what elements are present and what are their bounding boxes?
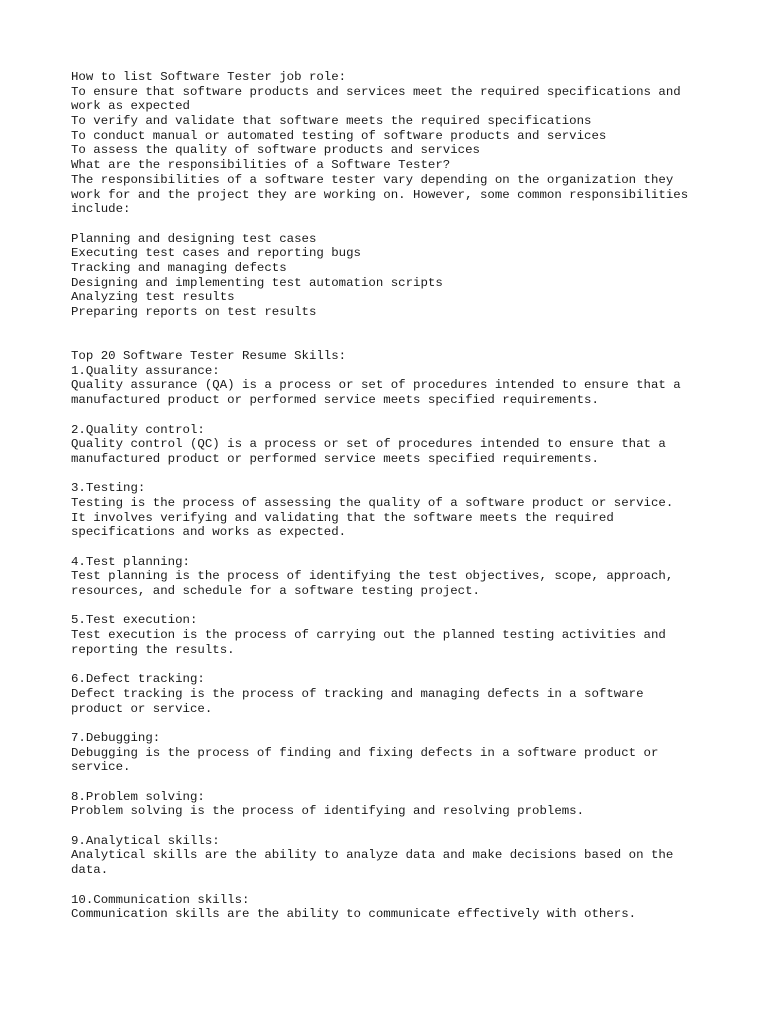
document-page (71, 70, 731, 922)
intro-section (71, 70, 731, 217)
list-item: Preparing reports on test results (71, 305, 317, 319)
skill-entry (71, 481, 731, 540)
intro-line: include: (71, 202, 131, 217)
skill-description: service. (71, 760, 131, 775)
skill-entry (71, 893, 731, 922)
skill-entry (71, 364, 731, 408)
skill-description: manufactured product or performed service meets specified requirements. (71, 393, 599, 408)
spacer (71, 599, 731, 614)
skill-title: 10.Communication skills: (71, 892, 250, 907)
skill-description: Quality assurance (QA) is a process or set of procedures intended to ensure that a (71, 378, 681, 393)
list-item: Executing test cases and reporting bugs (71, 246, 361, 261)
skill-title: 2.Quality control: (71, 422, 205, 437)
list-item: Designing and implementing test automation scripts (71, 275, 443, 290)
spacer (71, 540, 731, 555)
skill-description: Quality control (QC) is a process or set of procedures intended to ensure that a (71, 437, 666, 452)
spacer (71, 878, 731, 893)
skill-description: resources, and schedule for a software testing project. (71, 584, 480, 599)
skill-description: Communication skills are the ability to communicate effectively with others. (71, 907, 637, 922)
skill-description: Problem solving is the process of identifying and resolving problems. (71, 804, 585, 819)
skill-description: Test execution is the process of carrying out the planned testing activities and (71, 628, 666, 643)
spacer (71, 775, 731, 790)
intro-line: To ensure that software products and services meet the required specifications and (71, 84, 681, 99)
skill-description: product or service. (71, 701, 213, 716)
skill-description: specifications and works as expected. (71, 525, 347, 540)
intro-line: To verify and validate that software meets the required specifications (71, 114, 592, 129)
skill-entry (71, 731, 731, 775)
skill-entry (71, 790, 731, 819)
spacer (71, 716, 731, 731)
skill-title: 4.Test planning: (71, 554, 190, 569)
intro-line: The responsibilities of a software tester vary depending on the organization they (71, 172, 674, 187)
spacer (71, 467, 731, 482)
skill-description: Analytical skills are the ability to analyze data and make decisions based on the (71, 848, 674, 863)
skills-heading: Top 20 Software Tester Resume Skills: (71, 349, 347, 364)
skill-title: 3.Testing: (71, 481, 146, 496)
skill-description: Test planning is the process of identifying the test objectives, scope, approach, (71, 569, 674, 584)
skill-entry (71, 423, 731, 467)
skill-entry (71, 672, 731, 716)
spacer (71, 819, 731, 834)
skill-description: Debugging is the process of finding and fixing defects in a software product or (71, 745, 659, 760)
skill-title: 8.Problem solving: (71, 789, 205, 804)
spacer (71, 658, 731, 673)
skill-description: Testing is the process of assessing the quality of a software product or service. (71, 495, 674, 510)
spacer (71, 320, 731, 349)
skill-entry (71, 555, 731, 599)
skill-title: 6.Defect tracking: (71, 672, 205, 687)
skill-entry (71, 834, 731, 878)
skill-description: It involves verifying and validating that the software meets the required (71, 510, 614, 525)
intro-line: What are the responsibilities of a Software Tester? (71, 158, 451, 173)
spacer (71, 408, 731, 423)
spacer (71, 217, 731, 232)
list-item: Tracking and managing defects (71, 260, 287, 275)
responsibilities-list (71, 232, 731, 320)
intro-line: To conduct manual or automated testing of software products and services (71, 128, 607, 143)
skill-description: data. (71, 863, 109, 878)
skill-description: Defect tracking is the process of tracking and managing defects in a software (71, 686, 644, 701)
intro-line: work for and the project they are working on. However, some common responsibilities (71, 187, 689, 202)
skill-description: manufactured product or performed service meets specified requirements. (71, 451, 599, 466)
skill-title: 1.Quality assurance: (71, 363, 220, 378)
list-item: Analyzing test results (71, 290, 235, 305)
skill-title: 7.Debugging: (71, 730, 161, 745)
skill-entry (71, 613, 731, 657)
skill-title: 5.Test execution: (71, 613, 198, 628)
intro-line: work as expected (71, 99, 190, 114)
skill-description: reporting the results. (71, 642, 235, 657)
skill-title: 9.Analytical skills: (71, 833, 220, 848)
intro-heading: How to list Software Tester job role: (71, 70, 347, 84)
intro-line: To assess the quality of software products and services (71, 143, 480, 158)
list-item: Planning and designing test cases (71, 231, 317, 246)
